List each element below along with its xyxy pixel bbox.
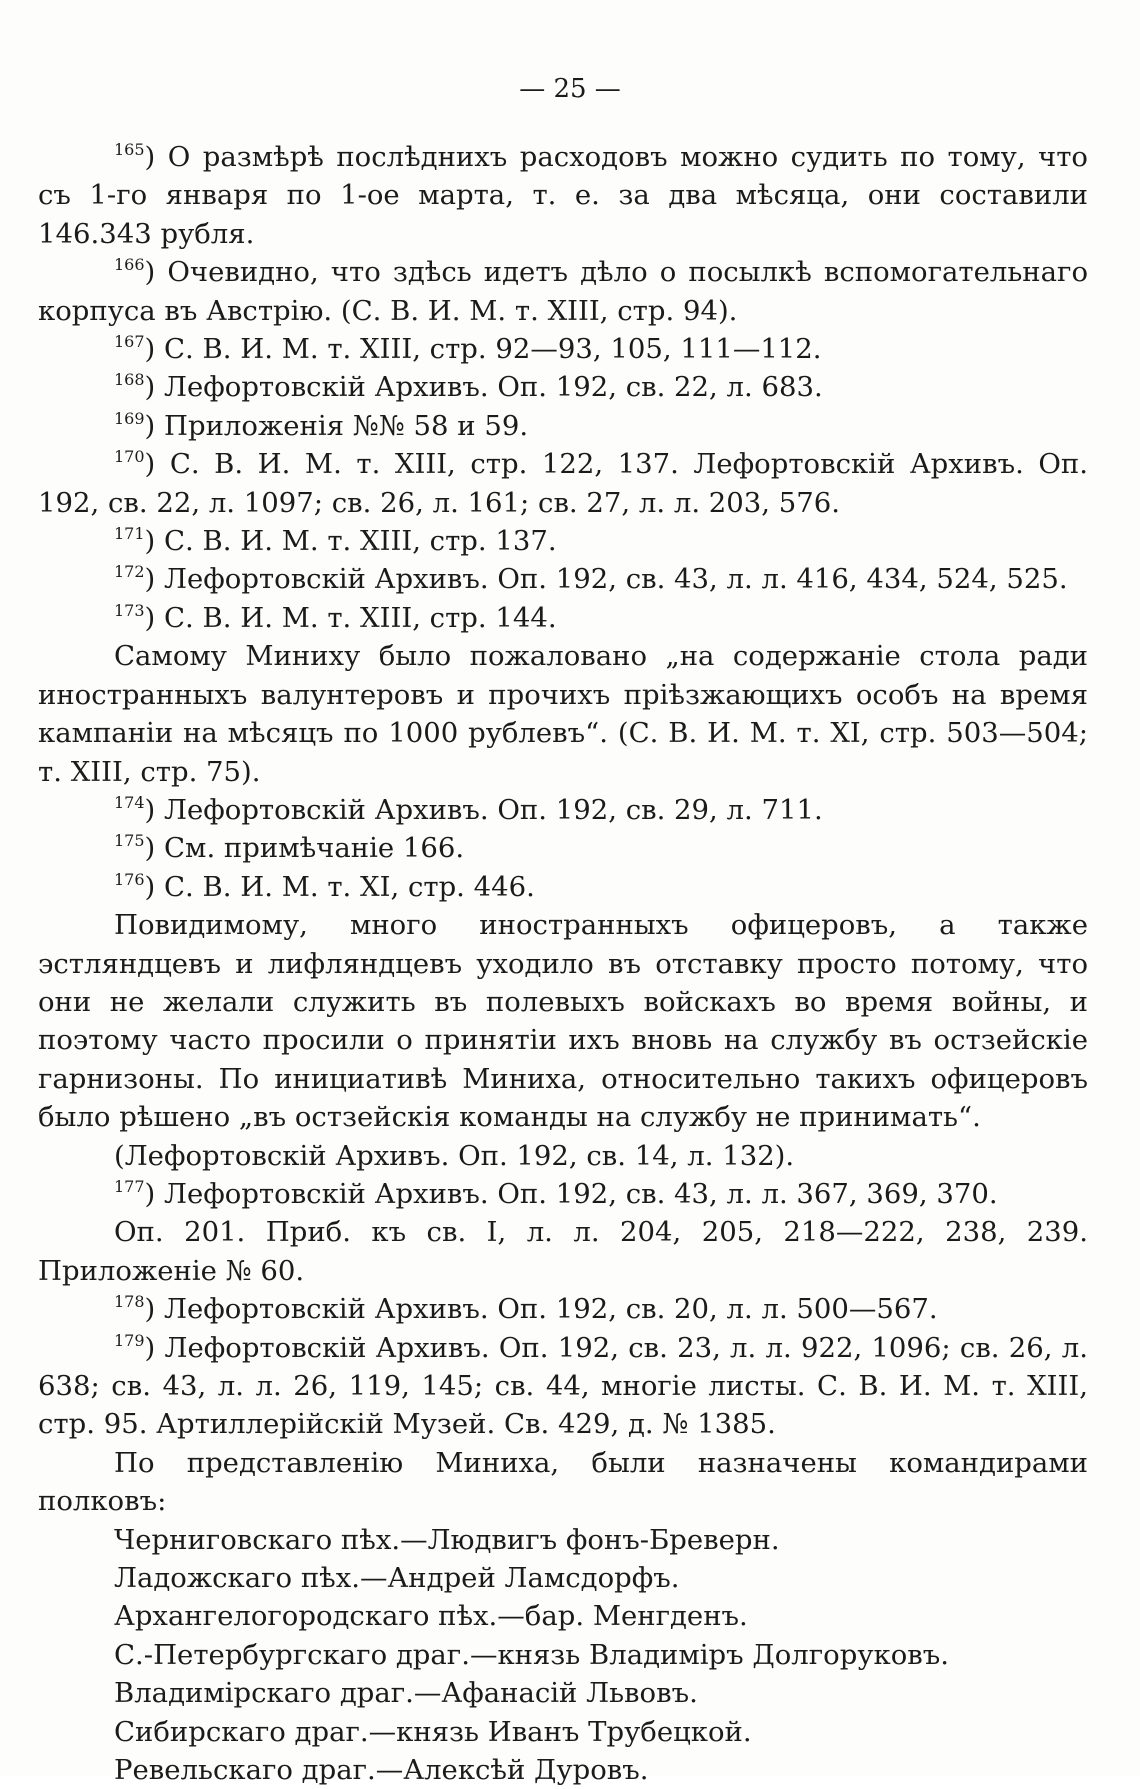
paragraph-archive-reference: (Лефортовскій Архивъ. Оп. 192, св. 14, л. 132). (114, 1139, 795, 1172)
commander-line: Черниговскаго пѣх.—Людвигъ фонъ-Бреверн. (114, 1523, 780, 1556)
page-body (38, 138, 1088, 1789)
footnote-170: $^{170}$) С. В. И. М. т. XIII, стр. 122, 137. Лефортовскій Архивъ. Оп. 192, св. 22, л. 1097; св. 26, л. 161; св. 27, л. л. 203, 576. (38, 447, 1088, 519)
footnote-175: $^{175}$) См. примѣчаніе 166. (114, 831, 465, 865)
paragraph-op201: Оп. 201. Приб. къ св. I, л. л. 204, 205, 218—222, 238, 239. Приложеніе № 60. (38, 1216, 1088, 1287)
footnote-169: $^{169}$) Приложенія №№ 58 и 59. (114, 408, 529, 442)
footnote-172: $^{172}$) Лефортовскій Архивъ. Оп. 192, св. 43, л. л. 416, 434, 524, 525. (114, 562, 1068, 596)
footnote-167: $^{167}$) С. В. И. М. т. XIII, стр. 92—93, 105, 111—112. (114, 332, 822, 366)
footnote-166: $^{166}$) Очевидно, что здѣсь идетъ дѣло о посылкѣ вспомогательнаго корпуса въ Австрію. (С. В. И. М. т. XIII, стр. 94). (38, 255, 1088, 327)
paragraph-minikh-allowance: Самому Миниху было пожаловано „на содержаніе стола ради иностранныхъ валунтеровъ и прочихъ пріѣзжающихъ особъ на время кампаніи на мѣсяцъ по 1000 рублевъ“. (С. В. И. М. т. XI, стр. 503—504; т. XIII, стр. 75). (38, 640, 1088, 788)
footnote-178: $^{178}$) Лефортовскій Архивъ. Оп. 192, св. 20, л. л. 500—567. (114, 1292, 938, 1326)
footnote-168: $^{168}$) Лефортовскій Архивъ. Оп. 192, св. 22, л. 683. (114, 370, 823, 404)
footnote-173: $^{173}$) С. В. И. М. т. XIII, стр. 144. (114, 600, 557, 634)
commander-line: Сибирскаго драг.—князь Иванъ Трубецкой. (114, 1715, 752, 1748)
page-number: — 25 — (519, 74, 621, 104)
commander-line: Ладожскаго пѣх.—Андрей Ламсдорфъ. (114, 1562, 680, 1595)
commander-line: Владимірскаго драг.—Афанасій Львовъ. (114, 1677, 698, 1710)
commander-line: С.-Петербургскаго драг.—князь Владиміръ Долгоруковъ. (114, 1638, 949, 1671)
commanders-intro: По представленію Миниха, были назначены командирами полковъ: (38, 1446, 1088, 1518)
commander-line: Ревельскаго драг.—Алексѣй Дуровъ. (114, 1754, 649, 1787)
paragraph-foreign-officers: Повидимому, много иностранныхъ офицеровъ, а также эстляндцевъ и лифляндцевъ уходило въ отставку просто потому, что они не желали служить въ полевыхъ войскахъ во время войны, и поэтому часто просили о принятіи ихъ вновь на службу въ остзейскіе гарнизоны. По инициативѣ Миниха, относительно такихъ офицеровъ было рѣшено „въ остзейскія команды на службу не принимать“. (38, 909, 1088, 1134)
footnote-177: $^{177}$) Лефортовскій Архивъ. Оп. 192, св. 43, л. л. 367, 369, 370. (114, 1176, 998, 1210)
commander-line: Архангелогородскаго пѣх.—бар. Менгденъ. (114, 1600, 748, 1633)
footnote-171: $^{171}$) С. В. И. М. т. XIII, стр. 137. (114, 524, 557, 558)
footnote-174: $^{174}$) Лефортовскій Архивъ. Оп. 192, св. 29, л. 711. (114, 792, 823, 826)
footnote-165: $^{165}$) О размѣрѣ послѣднихъ расходовъ можно судить по тому, что съ 1-го января по 1-ое марта, т. е. за два мѣсяца, они составили 146.343 рубля. (38, 140, 1088, 250)
footnote-179: $^{179}$) Лефортовскій Архивъ. Оп. 192, св. 23, л. л. 922, 1096; св. 26, л. 638; св. 43, л. л. 26, 119, 145; св. 44, многіе листы. С. В. И. М. т. XIII, стр. 95. Артиллерійскій Музей. Св. 429, д. № 1385. (38, 1330, 1088, 1441)
footnote-176: $^{176}$) С. В. И. М. т. XI, стр. 446. (114, 869, 535, 903)
